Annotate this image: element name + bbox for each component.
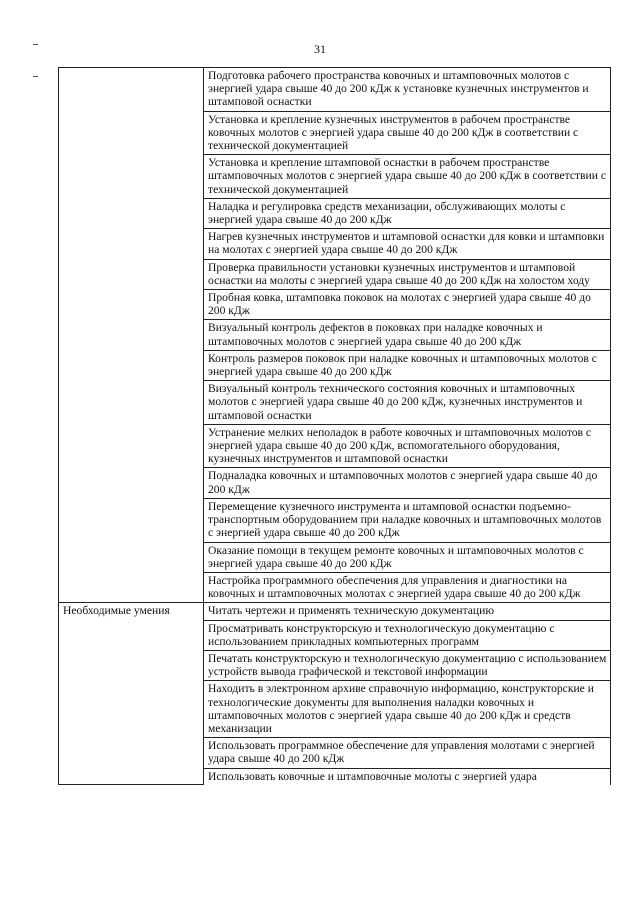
list-item: Установка и крепление штамповой оснастки в рабочем пространстве штамповочных молотов с энергией удара свыше 40 до 200 кДж в соответствии с технической документацией <box>204 155 611 199</box>
list-item: Наладка и регулировка средств механизации, обслуживающих молоты с энергией удара свыше 40 до 200 кДж <box>204 198 611 228</box>
list-item: Визуальный контроль дефектов в поковках при наладке ковочных и штамповочных молотов с энергией удара свыше 40 до 200 кДж <box>204 320 611 350</box>
list-item: Пробная ковка, штамповка поковок на молотах с энергией удара свыше 40 до 200 кДж <box>204 290 611 320</box>
list-item: Установка и крепление кузнечных инструментов в рабочем пространстве ковочных молотов с энергией удара свыше 40 до 200 кДж в соответствии с технической документацией <box>204 111 611 155</box>
list-item: Использовать ковочные и штамповочные молоты с энергией удара <box>204 768 611 785</box>
competency-table <box>58 67 611 785</box>
list-item: Подготовка рабочего пространства ковочных и штамповочных молотов с энергией удара свыше 40 до 200 кДж к установке кузнечных инструментов и штамповой оснастки <box>204 68 611 112</box>
page-number: 31 <box>314 42 326 56</box>
list-item: Проверка правильности установки кузнечных инструментов и штамповой оснастки на молоты с энергией удара свыше 40 до 200 кДж на холостом ходу <box>204 259 611 289</box>
section-label: Необходимые умения <box>59 603 204 785</box>
table-row <box>59 603 611 620</box>
section-label <box>59 68 204 603</box>
margin-mark <box>33 44 38 45</box>
list-item: Подналадка ковочных и штамповочных молотов с энергией удара свыше 40 до 200 кДж <box>204 468 611 498</box>
list-item: Устранение мелких неполадок в работе ковочных и штамповочных молотов с энергией удара свыше 40 до 200 кДж, вспомогательного оборудования, кузнечных инструментов и штамповой оснастки <box>204 424 611 468</box>
list-item: Перемещение кузнечного инструмента и штамповой оснастки подъемно-транспортным оборудованием при наладке ковочных и штамповочных молотов с энергией удара свыше 40 до 200 кДж <box>204 498 611 542</box>
margin-mark <box>33 76 38 77</box>
list-item: Настройка программного обеспечения для управления и диагностики на ковочных и штамповочных молотах с энергией удара свыше 40 до 200 кДж <box>204 572 611 602</box>
list-item: Читать чертежи и применять техническую документацию <box>204 603 611 620</box>
list-item: Находить в электронном архиве справочную информацию, конструкторские и технологические документы для выполнения наладки ковочных и штамповочных молотов с энергией удара свыше 40 до 200 кДж и средств механизации <box>204 681 611 738</box>
list-item: Визуальный контроль технического состояния ковочных и штамповочных молотов с энергией удара свыше 40 до 200 кДж, кузнечных инструментов и штамповой оснастки <box>204 381 611 425</box>
list-item: Использовать программное обеспечение для управления молотами с энергией удара свыше 40 до 200 кДж <box>204 738 611 768</box>
list-item: Контроль размеров поковок при наладке ковочных и штамповочных молотов с энергией удара свыше 40 до 200 кДж <box>204 350 611 380</box>
list-item: Печатать конструкторскую и технологическую документацию с использованием устройств вывода графической и текстовой информации <box>204 650 611 680</box>
table-row <box>59 68 611 112</box>
list-item: Оказание помощи в текущем ремонте ковочных и штамповочных молотов с энергией удара свыше 40 до 200 кДж <box>204 542 611 572</box>
list-item: Просматривать конструкторскую и технологическую документацию с использованием прикладных компьютерных программ <box>204 620 611 650</box>
list-item: Нагрев кузнечных инструментов и штамповой оснастки для ковки и штамповки на молотах с энергией удара свыше 40 до 200 кДж <box>204 229 611 259</box>
